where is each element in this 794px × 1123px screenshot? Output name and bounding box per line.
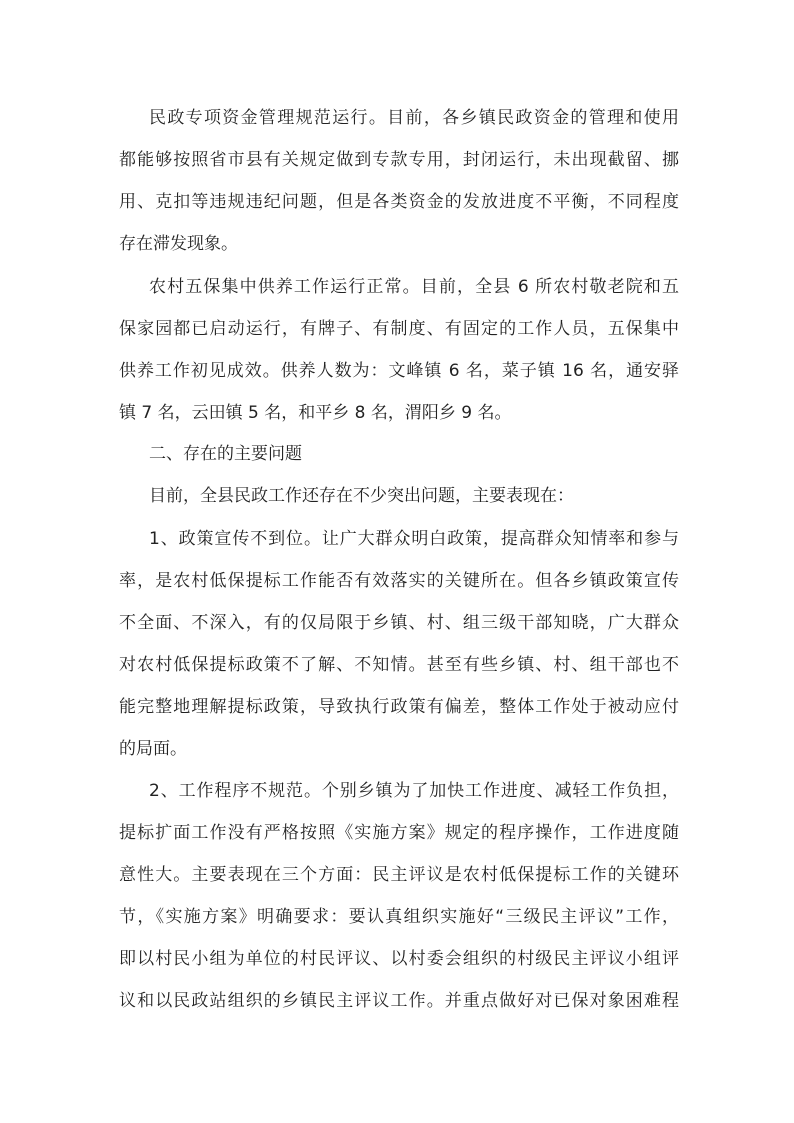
text-line: 不全面、不深入，有的仅局限于乡镇、村、组三级干部知晓，广大群众 bbox=[119, 613, 679, 633]
text-line: 民政专项资金管理规范运行。目前，各乡镇民政资金的管理和使用 bbox=[149, 108, 679, 128]
text-line: 对农村低保提标政策不了解、不知情。甚至有些乡镇、村、组干部也不 bbox=[119, 655, 679, 675]
text-line: 镇 7 名，云田镇 5 名，和平乡 8 名，渭阳乡 9 名。 bbox=[119, 403, 512, 423]
text-line: 农村五保集中供养工作运行正常。目前，全县 6 所农村敬老院和五 bbox=[149, 277, 679, 297]
text-line: 率，是农村低保提标工作能否有效落实的关键所在。但各乡镇政策宣传 bbox=[119, 571, 679, 591]
text-line: 议和以民政站组织的乡镇民主评议工作。并重点做好对已保对象困难程 bbox=[119, 991, 679, 1011]
text-line: 意性大。主要表现在三个方面：民主评议是农村低保提标工作的关键环 bbox=[119, 865, 679, 885]
text-line: 供养工作初见成效。供养人数为：文峰镇 6 名，菜子镇 16 名，通安驿 bbox=[119, 361, 679, 381]
text-line: 提标扩面工作没有严格按照《实施方案》规定的程序操作，工作进度随 bbox=[119, 823, 679, 843]
text-line: 存在滞发现象。 bbox=[119, 234, 238, 254]
text-line: 目前，全县民政工作还存在不少突出问题，主要表现在： bbox=[149, 486, 574, 506]
text-line: 1、政策宣传不到位。让广大群众明白政策，提高群众知情率和参与 bbox=[149, 529, 679, 549]
text-line: 用、克扣等违规违纪问题，但是各类资金的发放进度不平衡，不同程度 bbox=[119, 192, 679, 212]
text-line: 能完整地理解提标政策，导致执行政策有偏差，整体工作处于被动应付 bbox=[119, 697, 679, 717]
text-line: 2、工作程序不规范。个别乡镇为了加快工作进度、减轻工作负担， bbox=[149, 781, 679, 801]
text-line: 保家园都已启动运行，有牌子、有制度、有固定的工作人员，五保集中 bbox=[119, 319, 679, 339]
text-line: 的局面。 bbox=[119, 739, 187, 759]
text-line: 都能够按照省市县有关规定做到专款专用，封闭运行，未出现截留、挪 bbox=[119, 150, 679, 170]
text-line: 即以村民小组为单位的村民评议、以村委会组织的村级民主评议小组评 bbox=[119, 949, 679, 969]
text-line: 节，《实施方案》明确要求：要认真组织实施好“三级民主评议”工作， bbox=[119, 907, 679, 927]
heading-text: 二、存在的主要问题 bbox=[149, 444, 302, 464]
